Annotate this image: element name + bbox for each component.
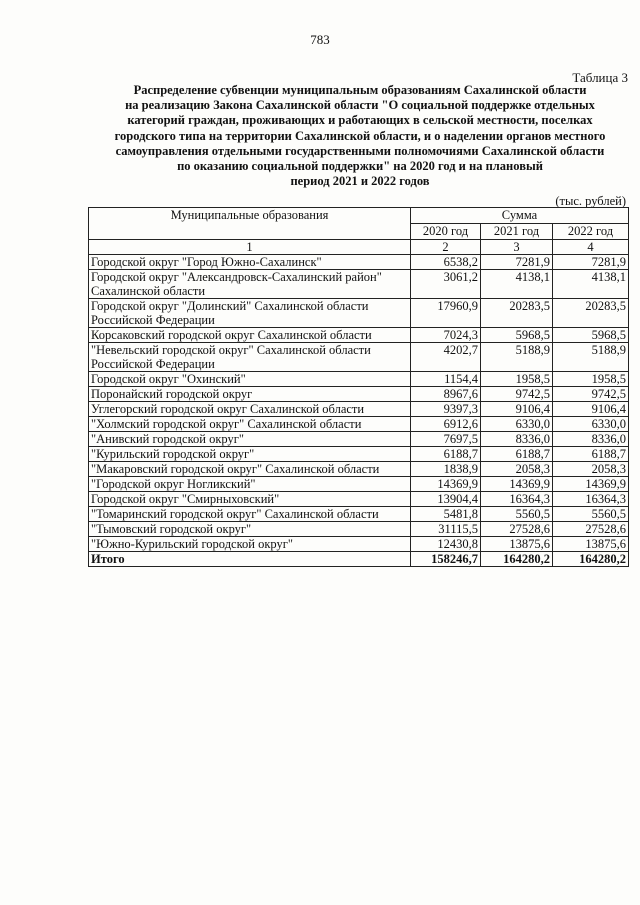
value-2020: 3061,2	[411, 270, 481, 299]
title-line: городского типа на территории Сахалинской области, и о наделении органов местного	[114, 128, 606, 143]
column-header-2020: 2020 год	[411, 224, 481, 240]
subvention-table	[88, 207, 629, 567]
value-2020: 5481,8	[411, 507, 481, 522]
value-2020: 6912,6	[411, 417, 481, 432]
municipality-name: Городской округ "Александровск-Сахалинский район" Сахалинской области	[89, 270, 411, 299]
table-label: Таблица 3	[572, 70, 628, 85]
value-2021: 14369,9	[481, 477, 553, 492]
value-2021: 16364,3	[481, 492, 553, 507]
table-row	[89, 462, 629, 477]
value-2021: 1958,5	[481, 372, 553, 387]
column-header-municipality: Муниципальные образования	[89, 208, 411, 240]
municipality-name: Городской округ "Город Южно-Сахалинск"	[89, 255, 411, 270]
column-header-2022: 2022 год	[553, 224, 629, 240]
table-row	[89, 255, 629, 270]
table-title	[90, 83, 630, 189]
value-2021: 9106,4	[481, 402, 553, 417]
municipality-name: Городской округ "Долинский" Сахалинской области Российской Федерации	[89, 299, 411, 328]
value-2021: 8336,0	[481, 432, 553, 447]
value-2020: 1154,4	[411, 372, 481, 387]
municipality-name: Углегорский городской округ Сахалинской области	[89, 402, 411, 417]
value-2022: 5968,5	[553, 328, 629, 343]
value-2022: 16364,3	[553, 492, 629, 507]
table-row	[89, 387, 629, 402]
municipality-name: "Городской округ Ногликский"	[89, 477, 411, 492]
value-2022: 8336,0	[553, 432, 629, 447]
column-header-sum: Сумма	[411, 208, 629, 224]
value-2022: 27528,6	[553, 522, 629, 537]
value-2021: 5560,5	[481, 507, 553, 522]
value-2022: 6330,0	[553, 417, 629, 432]
column-header-2021: 2021 год	[481, 224, 553, 240]
municipality-name: Корсаковский городской округ Сахалинской области	[89, 328, 411, 343]
value-2022: 20283,5	[553, 299, 629, 328]
value-2021: 13875,6	[481, 537, 553, 552]
page-number: 783	[310, 32, 330, 47]
title-line: Распределение субвенции муниципальным образованиям Сахалинской области	[133, 83, 587, 97]
total-2021: 164280,2	[481, 552, 553, 567]
value-2021: 7281,9	[481, 255, 553, 270]
municipality-name: "Томаринский городской округ" Сахалинской области	[89, 507, 411, 522]
value-2020: 4202,7	[411, 343, 481, 372]
value-2020: 1838,9	[411, 462, 481, 477]
value-2022: 2058,3	[553, 462, 629, 477]
column-index: 4	[553, 240, 629, 255]
municipality-name: "Тымовский городской округ"	[89, 522, 411, 537]
municipality-name: "Анивский городской округ"	[89, 432, 411, 447]
value-2020: 6538,2	[411, 255, 481, 270]
table-row	[89, 522, 629, 537]
table-body	[89, 255, 629, 552]
value-2020: 7024,3	[411, 328, 481, 343]
title-line: по оказанию социальной поддержки" на 2020 год и на плановый	[177, 159, 543, 174]
value-2020: 6188,7	[411, 447, 481, 462]
total-2022: 164280,2	[553, 552, 629, 567]
value-2021: 9742,5	[481, 387, 553, 402]
title-line: самоуправления отдельными государственными полномочиями Сахалинской области	[115, 143, 605, 158]
total-label: Итого	[89, 552, 411, 567]
value-2021: 5188,9	[481, 343, 553, 372]
value-2020: 9397,3	[411, 402, 481, 417]
title-line: период 2021 и 2022 годов	[290, 174, 430, 189]
value-2022: 1958,5	[553, 372, 629, 387]
value-2022: 4138,1	[553, 270, 629, 299]
table-row	[89, 507, 629, 522]
municipality-name: "Курильский городской округ"	[89, 447, 411, 462]
value-2021: 6330,0	[481, 417, 553, 432]
municipality-name: Городской округ "Охинский"	[89, 372, 411, 387]
table-row	[89, 537, 629, 552]
value-2020: 17960,9	[411, 299, 481, 328]
value-2022: 14369,9	[553, 477, 629, 492]
value-2020: 7697,5	[411, 432, 481, 447]
value-2020: 31115,5	[411, 522, 481, 537]
value-2020: 12430,8	[411, 537, 481, 552]
table-row	[89, 343, 629, 372]
value-2021: 27528,6	[481, 522, 553, 537]
value-2022: 7281,9	[553, 255, 629, 270]
value-2022: 9742,5	[553, 387, 629, 402]
table-row	[89, 328, 629, 343]
table-row	[89, 372, 629, 387]
total-row	[89, 552, 629, 567]
municipality-name: "Невельский городской округ" Сахалинской области Российской Федерации	[89, 343, 411, 372]
total-2020: 158246,7	[411, 552, 481, 567]
title-line: категорий граждан, проживающих и работающих в сельской местности, поселках	[127, 113, 593, 128]
municipality-name: "Южно-Курильский городской округ"	[89, 537, 411, 552]
value-2022: 13875,6	[553, 537, 629, 552]
table-row	[89, 492, 629, 507]
value-2021: 4138,1	[481, 270, 553, 299]
value-2020: 14369,9	[411, 477, 481, 492]
municipality-name: Городской округ "Смирныховский"	[89, 492, 411, 507]
value-2021: 5968,5	[481, 328, 553, 343]
value-2020: 8967,6	[411, 387, 481, 402]
table-row	[89, 402, 629, 417]
municipality-name: "Холмский городской округ" Сахалинской области	[89, 417, 411, 432]
table-row	[89, 477, 629, 492]
value-2021: 20283,5	[481, 299, 553, 328]
units-label: (тыс. рублей)	[555, 194, 626, 208]
table-row	[89, 417, 629, 432]
municipality-name: Поронайский городской округ	[89, 387, 411, 402]
value-2022: 5560,5	[553, 507, 629, 522]
value-2020: 13904,4	[411, 492, 481, 507]
value-2022: 6188,7	[553, 447, 629, 462]
table-row	[89, 299, 629, 328]
table-row	[89, 270, 629, 299]
table-row	[89, 447, 629, 462]
value-2022: 5188,9	[553, 343, 629, 372]
value-2021: 6188,7	[481, 447, 553, 462]
column-index: 2	[411, 240, 481, 255]
column-index: 1	[89, 240, 411, 255]
column-index: 3	[481, 240, 553, 255]
value-2021: 2058,3	[481, 462, 553, 477]
table-row	[89, 432, 629, 447]
value-2022: 9106,4	[553, 402, 629, 417]
title-line: на реализацию Закона Сахалинской области "О социальной поддержке отдельных	[125, 98, 595, 113]
municipality-name: "Макаровский городской округ" Сахалинской области	[89, 462, 411, 477]
